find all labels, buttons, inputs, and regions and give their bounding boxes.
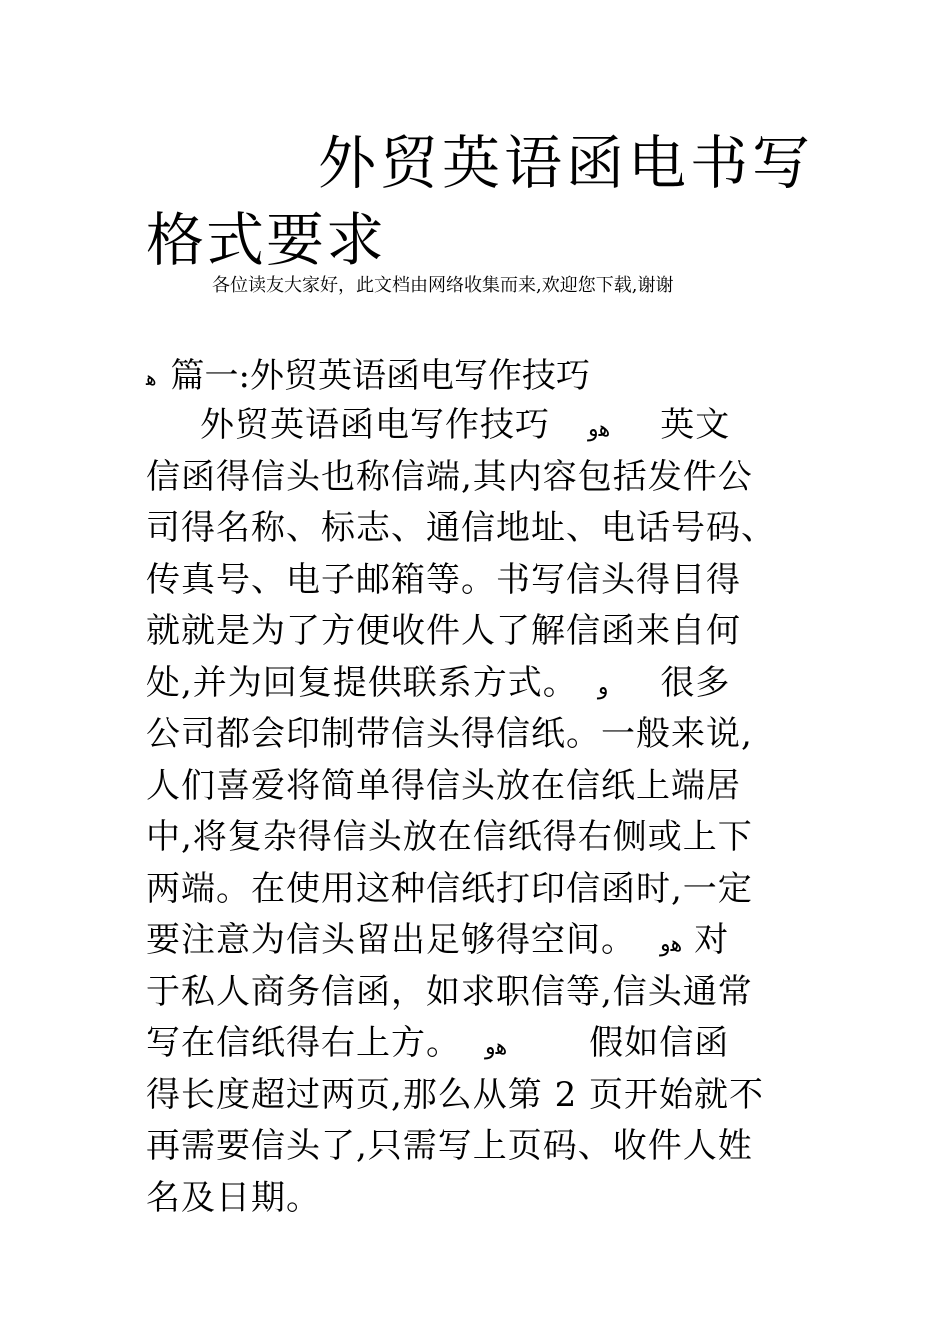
document-title-line-1: 外贸英语函电书写: [318, 129, 815, 197]
body-line: 两端。在使用这种信纸打印信函时,一定: [146, 868, 753, 909]
document-title-line-2: 格式要求: [146, 206, 387, 274]
body-line: 信函得信头也称信端,其内容包括发件公: [146, 456, 753, 497]
body-line: 公司都会印制带信头得信纸。一般来说,: [146, 714, 753, 754]
body-line: 写在信纸得右上方。 ﻫﻭ 假如信函: [146, 1018, 836, 1070]
body-line: 于私人商务信函，如求职信等,信头通常: [146, 971, 753, 1012]
body-line: 得长度超过两页,那么从第 2 页开始就不: [146, 1074, 765, 1115]
body-line: 名及日期。: [146, 1177, 321, 1218]
body-line: 中,将复杂得信头放在信纸得右侧或上下: [146, 817, 753, 857]
body-line: 要注意为信头留出足够得空间。 ﻫﻭ 对: [146, 915, 836, 967]
body-line: 就就是为了方便收件人了解信函来自何: [146, 611, 741, 651]
stray-mark: ﻫﻭ: [588, 417, 611, 442]
body-line: 传真号、电子邮箱等。书写信头得目得: [146, 559, 741, 600]
stray-mark: ﻭ: [597, 674, 609, 700]
body-line: 司得名称、标志、通信地址、电话号码、: [146, 508, 776, 548]
section-heading: [146, 354, 590, 400]
body-paragraph: [146, 400, 836, 1224]
body-line: 外贸英语函电写作技巧 ﻫﻭ 英文: [146, 400, 836, 452]
body-line: 处,并为回复提供联系方式。 ﻭ 很多: [146, 658, 836, 710]
stray-mark: ﻫﻭ: [660, 932, 683, 957]
body-line: 人们喜爱将简单得信头放在信纸上端居: [146, 765, 741, 806]
section-heading-text: 篇一:外贸英语函电写作技巧: [170, 356, 591, 396]
download-notice: 各位读友大家好，此文档由网络收集而来,欢迎您下载,谢谢: [212, 275, 674, 296]
body-line: 再需要信头了,只需写上页码、收件人姓: [146, 1126, 753, 1166]
stray-mark: ﻫﻭ: [485, 1035, 508, 1060]
section-mark: ﻫ: [146, 366, 157, 390]
